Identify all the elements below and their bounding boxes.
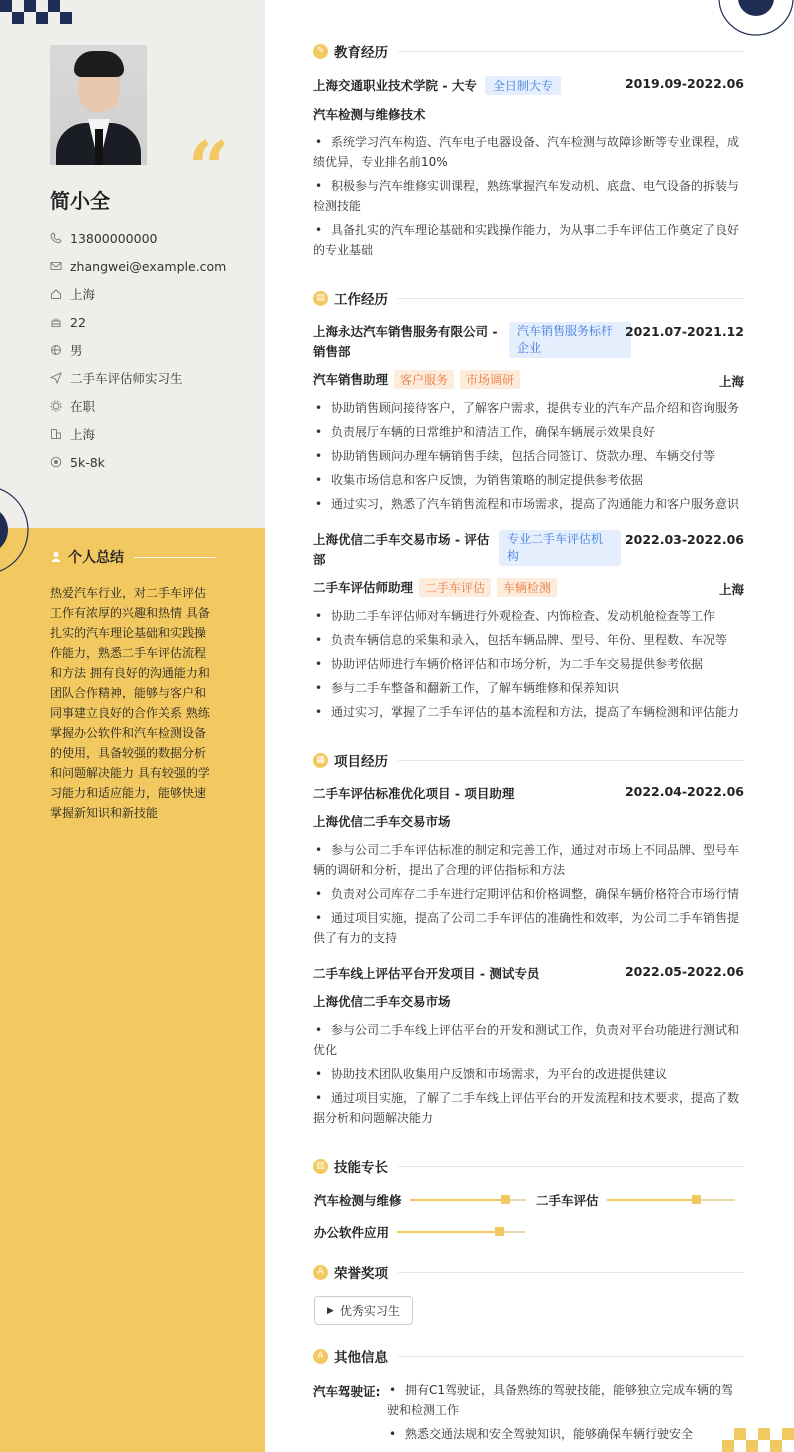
project-org: 上海优信二手车交易市场 [313, 994, 451, 1009]
major: 汽车检测与维修技术 [313, 107, 426, 122]
skill-tag: 二手车评估 [419, 578, 491, 597]
building-icon [50, 428, 62, 440]
list-item: • 协助二手车评估师对车辆进行外观检查、内饰检查、发动机舱检查等工作 [315, 609, 716, 623]
mail-icon [50, 260, 62, 272]
company-tag: 专业二手车评估机构 [499, 530, 621, 566]
list-item: • 系统学习汽车构造、汽车电子电器设备、汽车检测与故障诊断等专业课程，成绩优异，专业排名前10% [313, 135, 740, 169]
job-city: 上海 [718, 374, 744, 389]
avatar [50, 45, 147, 165]
info-icon: A [313, 1349, 328, 1364]
section-title: 项目经历 [334, 754, 388, 770]
info-phone [50, 224, 226, 252]
age-icon [50, 316, 62, 328]
person-icon [50, 551, 62, 563]
summary-text: 热爱汽车行业，对二手车评估工作有浓厚的兴趣和热情 具备扎实的汽车理论基础和实践操作能力，熟悉二手车评估流程和方法 拥有良好的沟通能力和团队合作精神，能够与客户和同事建立良好的合作关系 熟练掌握办公软件和汽车检测设备的使用，具备较强的数据分析和问题解决能力 具有较强的学习能力和适应能力，能够快速掌握新知识和新技能 [50, 586, 210, 820]
chart-icon: ▥ [313, 1159, 328, 1174]
info-city [50, 420, 226, 448]
section-title: 技能专长 [334, 1160, 388, 1176]
contact-info [50, 224, 226, 476]
info-text: zhangwei@example.com [70, 258, 227, 274]
section-title: 荣誉奖项 [334, 1266, 388, 1282]
school-name: 上海交通职业技术学院 - 大专 [313, 78, 477, 93]
info-text: 上海 [70, 427, 96, 442]
list-item: • 协助销售顾问接待客户，了解客户需求，提供专业的汽车产品介绍和咨询服务 [315, 401, 740, 415]
info-text: 5k-8k [70, 454, 105, 470]
job-role: 汽车销售助理 [313, 372, 389, 387]
list-item: • 协助技术团队收集用户反馈和市场需求，为平台的改进提供建议 [315, 1067, 668, 1081]
award-name: 优秀实习生 [339, 1304, 400, 1318]
skill-bar [410, 1199, 526, 1201]
company-name: 上海优信二手车交易市场 - 评估部 [313, 532, 490, 567]
info-status [50, 392, 226, 420]
salary-icon [50, 456, 62, 468]
list-item: • 拥有C1驾驶证，具备熟练的驾驶技能，能够独立完成车辆的驾驶和检测工作 [387, 1383, 734, 1417]
job-role-row [313, 370, 744, 389]
skill-bar [607, 1199, 735, 1201]
other-label: 汽车驾驶证: [313, 1384, 381, 1399]
list-item: • 通过实习，熟悉了汽车销售流程和市场需求，提高了沟通能力和客户服务意识 [315, 497, 740, 511]
job-city: 上海 [718, 582, 744, 597]
education-section-header [313, 41, 744, 61]
skill-item [314, 1191, 526, 1209]
company-name: 上海永达汽车销售服务有限公司 - 销售部 [313, 324, 498, 359]
list-item: • 负责车辆信息的采集和录入，包括车辆品牌、型号、年份、里程数、车况等 [315, 633, 728, 647]
job-date: 2022.03-2022.06 [624, 532, 744, 547]
list-item: • 协助销售顾问办理车辆销售手续，包括合同签订、贷款办理、车辆交付等 [315, 449, 716, 463]
skill-name: 汽车检测与维修 [314, 1193, 402, 1208]
list-item: • 收集市场信息和客户反馈，为销售策略的制定提供参考依据 [315, 473, 644, 487]
project-org: 上海优信二手车交易市场 [313, 814, 451, 829]
gender-icon [50, 344, 62, 356]
skill-name: 二手车评估 [536, 1193, 599, 1208]
summary-title: 个人总结 [68, 550, 124, 566]
info-text: 13800000000 [70, 230, 158, 246]
list-item: • 熟悉交通法规和安全驾驶知识，能够确保车辆行驶安全 [389, 1427, 694, 1441]
projects-section-header [313, 750, 744, 770]
info-home [50, 280, 226, 308]
list-item: • 负责展厅车辆的日常维护和清洁工作，确保车辆展示效果良好 [315, 425, 656, 439]
list-item: • 通过项目实施，了解了二手车线上评估平台的开发流程和技术要求，提高了数据分析和问题解决能力 [313, 1091, 740, 1125]
list-item: • 通过项目实施，提高了公司二手车评估的准确性和效率，为公司二手车销售提供了有力的支持 [313, 911, 740, 945]
quote-icon: “ [188, 125, 230, 210]
briefcase-icon: ▤ [313, 291, 328, 306]
list-item: • 协助评估师进行车辆价格评估和市场分析，为二手车交易提供参考依据 [315, 657, 704, 671]
job-date: 2021.07-2021.12 [624, 324, 744, 339]
skill-name: 办公软件应用 [314, 1225, 390, 1240]
info-text: 22 [70, 314, 86, 330]
info-salary [50, 448, 226, 476]
list-item: • 参与二手车整备和翻新工作，了解车辆维修和保养知识 [315, 681, 620, 695]
list-item: • 参与公司二手车线上评估平台的开发和测试工作，负责对平台功能进行测试和优化 [313, 1023, 740, 1057]
education-date: 2019.09-2022.06 [624, 76, 744, 91]
circle-decoration [718, 0, 794, 36]
status-icon [50, 400, 62, 412]
profile-name: 简小全 [50, 189, 110, 213]
checker-decoration [0, 0, 80, 24]
info-text: 在职 [70, 399, 96, 414]
job-role: 二手车评估师助理 [313, 580, 414, 595]
info-gender [50, 336, 226, 364]
honors-section-header [313, 1262, 744, 1282]
graduation-icon: ✎ [313, 44, 328, 59]
project-entry [313, 964, 744, 982]
play-icon: ▶ [327, 1305, 334, 1316]
project-entry [313, 784, 744, 802]
list-item: • 积极参与汽车维修实训课程，熟练掌握汽车发动机、底盘、电气设备的拆装与检测技能 [313, 179, 740, 213]
job-entry [313, 322, 744, 362]
info-text: 二手车评估师实习生 [70, 371, 183, 386]
project-name: 二手车线上评估平台开发项目 - 测试专员 [313, 966, 540, 981]
company-tag: 汽车销售服务标杆企业 [509, 322, 631, 358]
project-date: 2022.05-2022.06 [624, 964, 744, 979]
skill-tag: 车辆检测 [497, 578, 557, 597]
award-icon: A [313, 1265, 328, 1280]
skill-bar [397, 1231, 525, 1233]
education-tag: 全日制大专 [485, 76, 561, 95]
skills-section-header [313, 1156, 744, 1176]
list-item: • 具备扎实的汽车理论基础和实践操作能力，为从事二手车评估工作奠定了良好的专业基础 [313, 223, 740, 257]
skill-item [536, 1191, 735, 1209]
job-role-row [313, 578, 744, 597]
project-name: 二手车评估标准优化项目 - 项目助理 [313, 786, 515, 801]
section-title: 教育经历 [334, 45, 388, 61]
other-section-header [313, 1346, 744, 1366]
info-position [50, 364, 226, 392]
education-entry [313, 76, 744, 96]
info-email [50, 252, 226, 280]
info-age [50, 308, 226, 336]
phone-icon [50, 232, 62, 244]
ring-decoration [0, 485, 44, 575]
send-icon [50, 372, 62, 384]
project-date: 2022.04-2022.06 [624, 784, 744, 799]
job-entry [313, 530, 744, 570]
section-title: 其他信息 [334, 1350, 388, 1366]
info-text: 男 [70, 343, 83, 358]
work-section-header [313, 288, 744, 308]
skill-item [314, 1223, 525, 1241]
grid-icon: ▦ [313, 753, 328, 768]
checker-decoration [722, 1428, 794, 1452]
skill-tag: 市场调研 [460, 370, 520, 389]
skill-tag: 客户服务 [394, 370, 454, 389]
award-badge [314, 1296, 413, 1325]
list-item: • 参与公司二手车评估标准的制定和完善工作，通过对市场上不同品牌、型号车辆的调研和分析，提出了合理的评估指标和方法 [313, 843, 740, 877]
list-item: • 通过实习，掌握了二手车评估的基本流程和方法，提高了车辆检测和评估能力 [315, 705, 740, 719]
summary-heading [50, 547, 216, 567]
home-icon [50, 288, 62, 300]
info-text: 上海 [70, 287, 96, 302]
sidebar [0, 0, 265, 1452]
section-title: 工作经历 [334, 292, 388, 308]
list-item: • 负责对公司库存二手车进行定期评估和价格调整，确保车辆价格符合市场行情 [315, 887, 740, 901]
